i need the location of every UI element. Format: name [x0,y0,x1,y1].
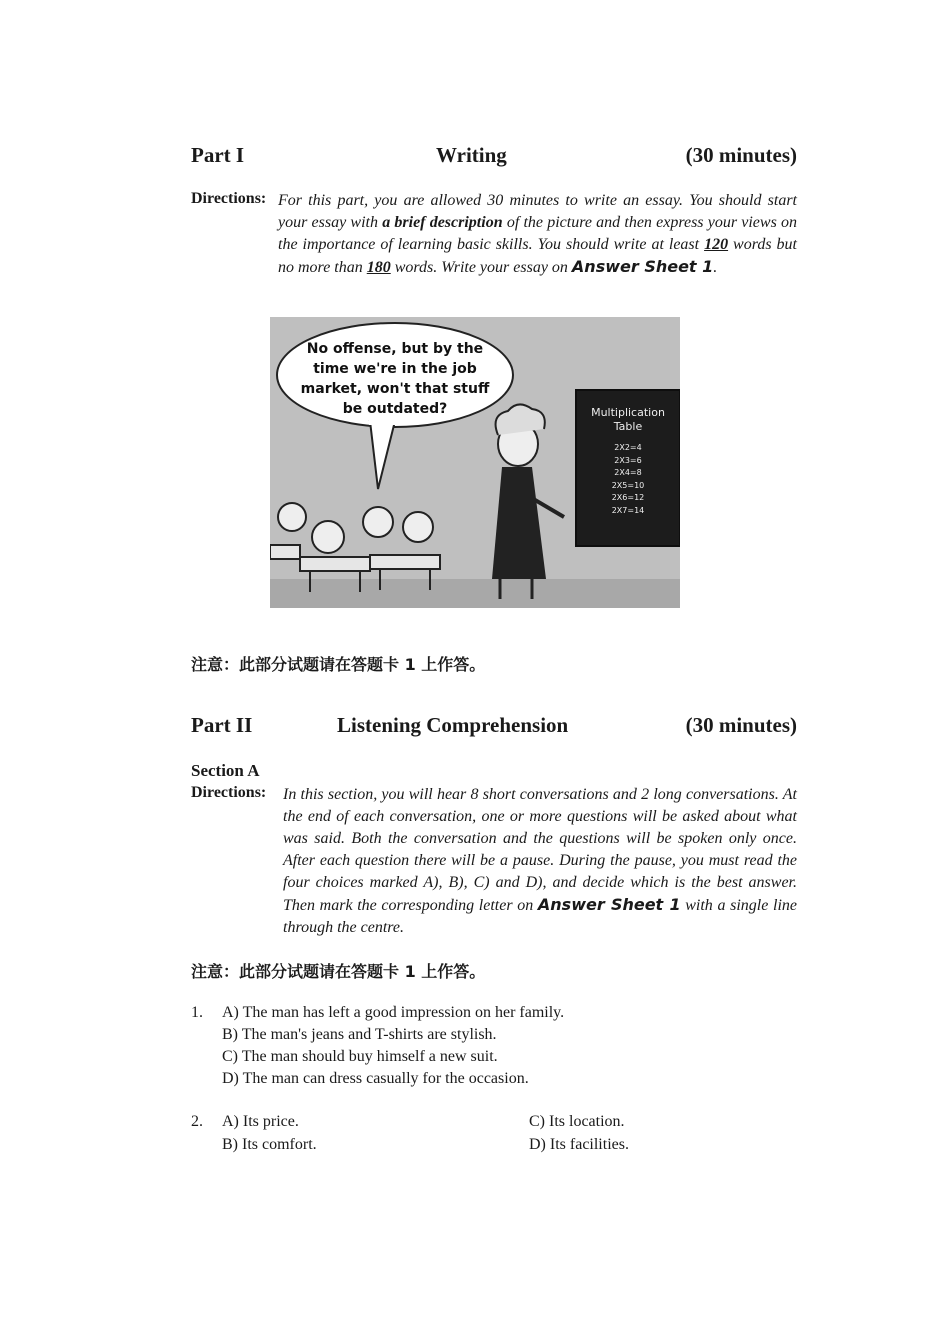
question-2-option-a: A) Its price. [222,1113,299,1130]
question-2-option-c: C) Its location. [529,1113,625,1130]
part2-directions-text: In this section, you will hear 8 short conversations and 2 long conversations. At the end of each conversation, one or more questions will be asked about what was said. Both the conversation and the questions will be spoken only once. After each question there will be a pause. During the pause, you must read the four choices marked A), B), C) and D), and decide which is the best answer. Then mark the corresponding letter on Answer Sheet 1 with a single line through the centre. [283,786,797,936]
part1-note: 注意：此部分试题请在答题卡 1 上作答。 [191,655,486,674]
question-1-number: 1. [191,1004,203,1021]
cartoon-image [270,317,680,608]
section-a-title: Section A [191,761,260,780]
part1-title: Writing [436,143,507,167]
part1-directions-text: For this part, you are allowed 30 minutes to write an essay. You should start your essay with a brief description of the picture and then express your views on the importance of learning basic skills. You should write at least 120 words but no more than 180 words. Write your essay on Answer Sheet 1. [278,192,798,276]
part2-time: (30 minutes) [685,713,797,737]
question-2-number: 2. [191,1113,203,1130]
question-1-option-a: A) The man has left a good impression on her family. [222,1004,565,1021]
question-1-option-c: C) The man should buy himself a new suit. [222,1048,498,1065]
part2-title: Listening Comprehension [337,713,569,737]
part1-header [191,143,797,171]
speech-bubble-text: No offense, but by the time we're in the job market, won't that stuff be outdated? [300,341,490,417]
part2-directions-label: Directions: [191,784,267,801]
question-1-option-d: D) The man can dress casually for the occasion. [222,1070,529,1087]
part1-label: Part I [191,143,245,167]
part2-note: 注意：此部分试题请在答题卡 1 上作答。 [191,962,486,981]
part1-time: (30 minutes) [685,143,797,167]
blackboard-text: Multiplication Table 2X2=4 2X3=6 2X4=8 2X5=10 2X6=12 2X7=14 [591,406,665,515]
question-2-option-d: D) Its facilities. [529,1136,629,1153]
part1-directions-label: Directions: [191,190,267,207]
part2-label: Part II [191,713,253,737]
part2-header [191,713,797,741]
question-2-option-b: B) Its comfort. [222,1136,317,1153]
question-1-option-b: B) The man's jeans and T-shirts are stylish. [222,1026,497,1043]
